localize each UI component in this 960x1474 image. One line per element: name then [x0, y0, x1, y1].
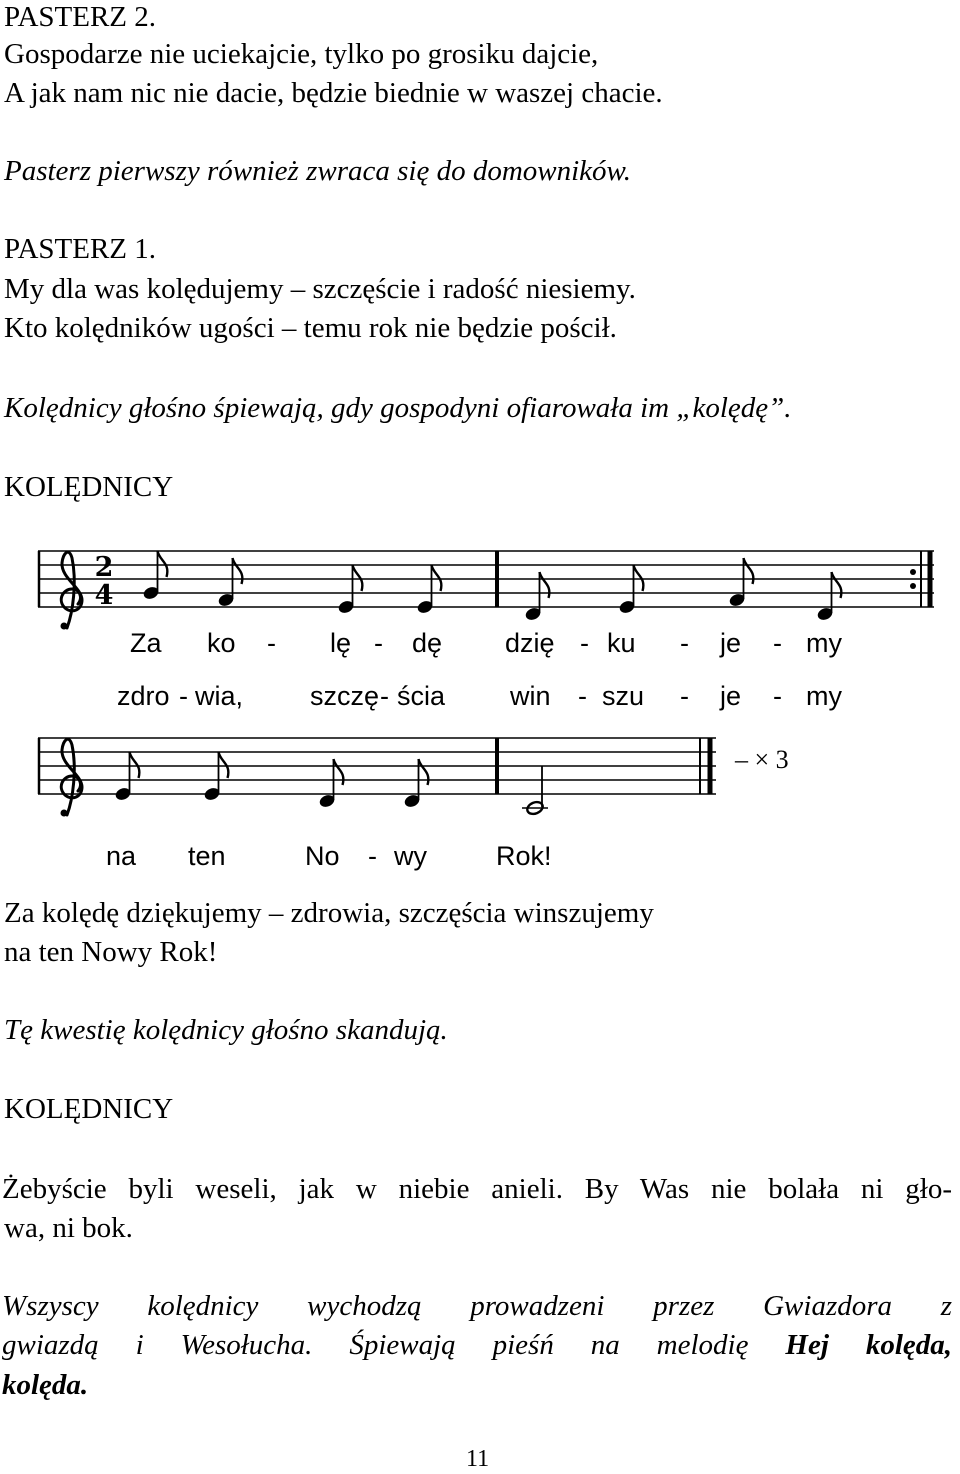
stage-direction	[2, 1366, 88, 1404]
lyric: lę	[330, 628, 352, 658]
stage-direction-text: gwiazdą i Wesołucha. Śpiewają pieśń na melodię	[2, 1329, 786, 1361]
lyric: szczę	[310, 681, 380, 711]
stage-direction: Pasterz pierwszy również zwraca się do domowników.	[4, 155, 631, 187]
staff-2	[0, 720, 960, 840]
verse-line: Kto kolędników ugości – temu rok nie będzie pościł.	[4, 312, 617, 344]
stage-direction: Tę kwestię kolędnicy głośno skandują.	[4, 1014, 448, 1046]
speaker-pasterz-2: PASTERZ 2.	[4, 1, 157, 33]
lyric-hyphen: -	[773, 681, 782, 711]
lyric: No	[305, 841, 340, 871]
lyric: ścia	[397, 681, 446, 711]
speaker-pasterz-1: PASTERZ 1.	[4, 233, 157, 265]
chant-line: Żebyście byli weseli, jak w niebie anieli. By Was nie bolała ni gło-	[2, 1173, 952, 1205]
song-title: kolęda.	[2, 1369, 89, 1401]
time-signature-top: 2	[94, 552, 114, 583]
lyric: na	[106, 841, 137, 871]
stage-direction: Wszyscy kolędnicy wychodzą prowadzeni przez Gwiazdora z	[2, 1290, 952, 1322]
lyric-hyphen: -	[368, 841, 377, 871]
chant-line: wa, ni bok.	[4, 1212, 133, 1244]
verse-line: Gospodarze nie uciekajcie, tylko po grosiku dajcie,	[4, 38, 599, 70]
stage-direction	[2, 1326, 952, 1364]
lyric: dzię	[505, 628, 555, 658]
stage-direction: Kolędnicy głośno śpiewają, gdy gospodyni ofiarowała im „kolędę”.	[4, 392, 792, 424]
lyric-hyphen: -	[773, 628, 782, 658]
lyric: ku	[607, 628, 636, 658]
half-note	[522, 766, 548, 816]
lyric: wy	[394, 841, 427, 871]
lyric: zdro	[117, 681, 170, 711]
treble-clef-icon	[61, 739, 82, 815]
speaker-koledznicy: KOLĘDNICY	[4, 1093, 174, 1125]
lyric-hyphen: -	[680, 628, 689, 658]
lyric: my	[806, 628, 842, 658]
verse-line: My dla was kolędujemy – szczęście i radość niesiemy.	[4, 273, 636, 305]
lyric: je	[720, 681, 742, 711]
staff-1	[0, 540, 960, 640]
lyric: szu	[602, 681, 645, 711]
verse-line: A jak nam nic nie dacie, będzie biednie w waszej chacie.	[4, 77, 663, 109]
repeat-times-marker: – × 3	[735, 745, 789, 774]
song-text-line: Za kolędę dziękujemy – zdrowia, szczęścia winszujemy	[4, 897, 654, 929]
lyric-hyphen: -	[380, 681, 389, 711]
lyric-hyphen: -	[580, 628, 589, 658]
lyric: je	[720, 628, 742, 658]
song-text-line: na ten Nowy Rok!	[4, 936, 218, 968]
lyric: ten	[188, 841, 226, 871]
page-number: 11	[466, 1446, 490, 1472]
repeat-dot	[910, 583, 916, 589]
lyric: wia,	[195, 681, 244, 711]
lyric: Rok!	[496, 841, 552, 871]
repeat-dot	[910, 569, 916, 575]
lyric-hyphen: -	[267, 628, 276, 658]
song-title: Hej kolęda,	[785, 1329, 952, 1361]
time-signature-bottom: 4	[94, 580, 114, 611]
lyric: dę	[412, 628, 443, 658]
lyric: my	[806, 681, 842, 711]
lyric-hyphen: -	[578, 681, 587, 711]
treble-clef-icon	[61, 552, 82, 628]
lyric-hyphen: -	[680, 681, 689, 711]
speaker-koledznicy: KOLĘDNICY	[4, 471, 174, 503]
lyric: ko	[207, 628, 236, 658]
lyric-hyphen: -	[374, 628, 383, 658]
lyric: win	[510, 681, 551, 711]
lyric: Za	[130, 628, 162, 658]
lyric-hyphen: -	[179, 681, 188, 711]
